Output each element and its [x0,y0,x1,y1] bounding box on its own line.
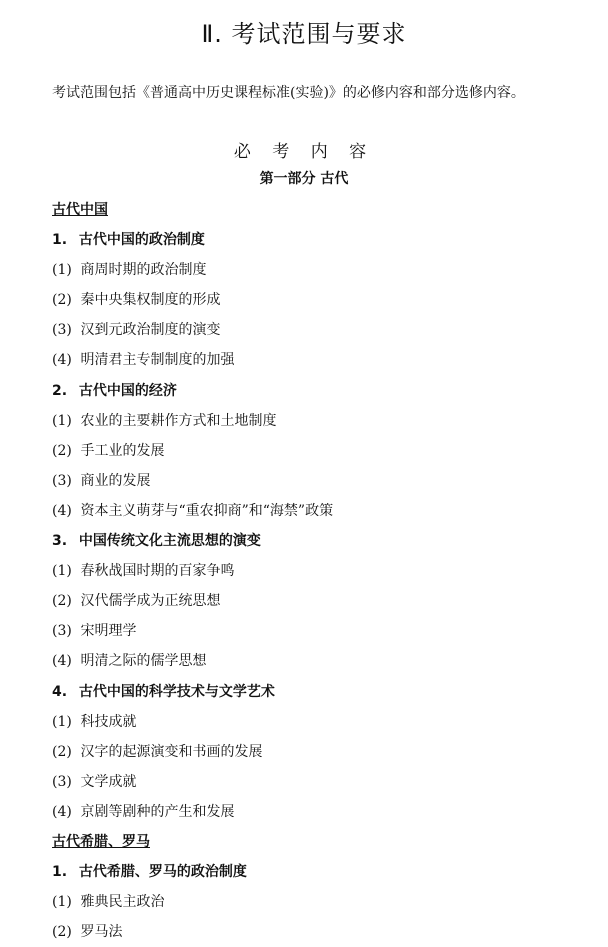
item-text: 春秋战国时期的百家争鸣 [80,563,235,580]
list-item [52,556,592,586]
item-text: 古代希腊、罗马 [52,833,150,850]
item-number: (2) [52,743,72,760]
item-text: 古代中国的科学技术与文学艺术 [78,683,275,700]
list-item [52,737,592,767]
item-number: (3) [52,773,72,790]
list-item [52,797,592,827]
item-number: (4) [52,653,72,670]
list-item [52,646,592,676]
list-item [52,285,592,315]
item-number: (3) [52,472,72,489]
item-text: 资本主义萌芽与“重农抑商”和“海禁”政策 [80,502,334,519]
item-number: (4) [52,352,72,369]
item-text: 明清君主专制制度的加强 [80,352,235,369]
item-text: 中国传统文化主流思想的演变 [78,533,261,550]
item-text: 农业的主要耕作方式和土地制度 [80,412,277,429]
item-text: 科技成就 [80,713,137,730]
item-text: 商周时期的政治制度 [80,262,207,279]
list-item [52,466,592,496]
item-number: 2. [52,382,68,399]
list-item [52,496,592,526]
item-text: 宋明理学 [80,623,137,640]
region-heading [52,827,592,857]
topic-heading [52,857,592,887]
page-title: Ⅱ. 考试范围与要求 [201,20,407,48]
item-text: 罗马法 [80,924,123,941]
item-text: 汉到元政治制度的演变 [80,322,221,339]
intro-paragraph: 考试范围包括《普通高中历史课程标准(实验)》的必修内容和部分选修内容。 [52,85,525,101]
item-text: 京剧等剧种的产生和发展 [80,803,235,820]
item-number: (3) [52,623,72,640]
list-item [52,616,592,646]
list-item [52,767,592,797]
item-text: 古代中国的政治制度 [78,232,205,249]
item-number: 4. [52,683,68,700]
item-number: (4) [52,502,72,519]
item-number: (3) [52,322,72,339]
item-text: 秦中央集权制度的形成 [80,292,221,309]
part-heading: 第一部分 古代 [259,171,349,187]
item-number: 3. [52,533,68,550]
item-text: 商业的发展 [80,472,151,489]
item-number: (1) [52,262,72,279]
item-number: (1) [52,713,72,730]
topic-heading [52,526,592,556]
topic-heading [52,677,592,707]
list-item [52,917,592,947]
item-number: 1. [52,232,68,249]
item-number: (1) [52,563,72,580]
region-heading [52,195,592,225]
item-text: 手工业的发展 [80,442,165,459]
topic-heading [52,225,592,255]
list-item [52,406,592,436]
item-text: 古代中国的经济 [78,382,177,399]
list-item [52,345,592,375]
item-text: 明清之际的儒学思想 [80,653,207,670]
item-number: 1. [52,864,68,881]
item-number: (4) [52,803,72,820]
list-item [52,255,592,285]
list-item [52,315,592,345]
item-number: (2) [52,292,72,309]
item-text: 文学成就 [80,773,137,790]
item-text: 古代中国 [52,202,108,218]
item-number: (1) [52,894,72,911]
item-text: 古代希腊、罗马的政治制度 [78,864,247,881]
item-text: 汉字的起源演变和书画的发展 [80,743,263,760]
item-text: 雅典民主政治 [80,894,165,911]
item-number: (1) [52,412,72,429]
list-item [52,586,592,616]
list-item [52,436,592,466]
section-heading: 必 考 内 容 [233,142,375,162]
list-item [52,707,592,737]
item-text: 汉代儒学成为正统思想 [80,593,221,610]
topic-heading [52,376,592,406]
item-number: (2) [52,924,72,941]
item-number: (2) [52,442,72,459]
list-item [52,887,592,917]
item-number: (2) [52,593,72,610]
syllabus-outline [52,195,592,947]
